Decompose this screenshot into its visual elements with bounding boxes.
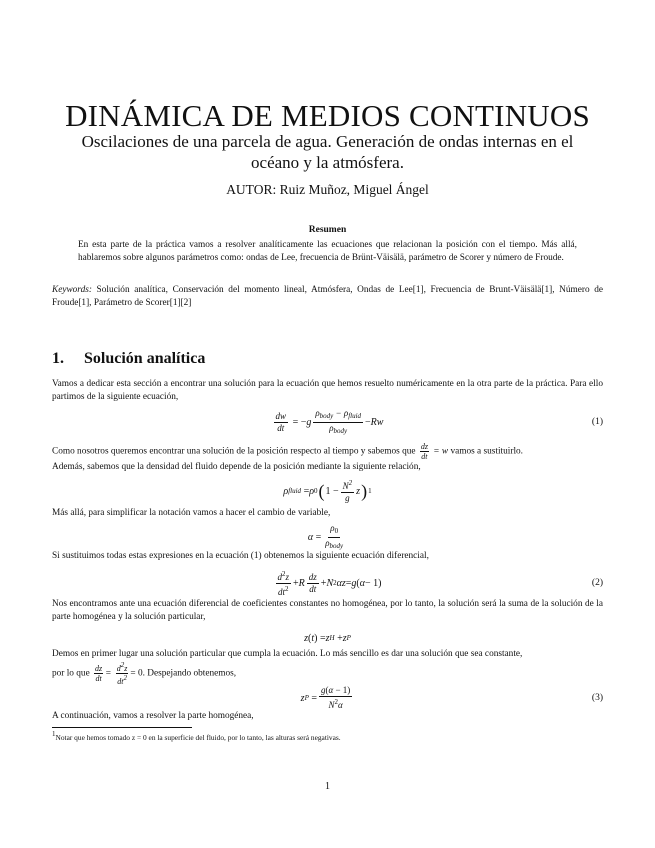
paragraph-2-end: vamos a sustituirlo. [450,446,524,457]
paragraph-2-cont: Además, sabemos que la densidad del fluido depende de la posición mediante la siguiente relación, [52,462,421,472]
paper-title: DINÁMICA DE MEDIOS CONTINUOS [65,98,590,133]
keywords [52,284,603,309]
paragraph-2-start: Como nosotros queremos encontrar una solución de la posición respecto al tiempo y sabemos que [52,446,416,457]
footnote-text: Notar que hemos tomado z = 0 en la superficie del fluido, por lo tanto, las alturas será negativas. [55,733,341,742]
paragraph-4: Si sustituimos todas estas expresiones en la ecuación (1) obtenemos la siguiente ecuación diferencial, [52,551,429,561]
footnote-marker: 1 [52,730,56,738]
equation-2: $\frac{d^2z}{dt^2}$ + R $\frac{dz}{dt}$ + N 2 αz = g ( α − 1) (2) [277,569,603,597]
section-title: Solución analítica [84,350,206,367]
keywords-text: Solución analítica, Conservación del momento lineal, Atmósfera, Ondas de Lee[1], Frecuencia de Brunt-Väisälä[1], Número de Froude[1], Parámetro de Scorer[1][2] [52,285,603,308]
equation-sum: z ( t ) = z H + z P [304,632,351,644]
paragraph-7: A continuación, vamos a resolver la parte homogénea, [52,711,254,721]
paragraph-5: Nos encontramos ante una ecuación diferencial de coeficientes constantes no homogénea, por lo tanto, la solución será la suma de la solución de la parte homogénea y la solución particular, [52,599,603,622]
section-heading [52,350,205,368]
paragraph-6-mid: por lo que [52,668,90,679]
paragraph-6-start: Demos en primer lugar una solución particular que cumpla la ecuación. Lo más sencillo es dar una solución que sea constante, [52,649,523,659]
abstract-heading: Resumen [308,225,347,235]
equation-density: ρ fluid = ρ 0 ( 1 − $\frac{N^2}{g}$ z ) 1 [283,479,372,503]
equation-number-2: (2) [591,578,603,588]
page-number: 1 [325,781,330,792]
footnote [52,730,603,742]
paragraph-6-end: . Despejando obtenemos, [142,668,237,679]
equation-alpha: α = $\frac{\rho_0}{\rho_{body}}$ [307,522,344,550]
author-line: AUTOR: Ruiz Muñoz, Miguel Ángel [226,182,429,197]
abstract-text: En esta parte de la práctica vamos a resolver analíticamente las ecuaciones que relacionan la posición con el tiempo. Más allá, hablaremos sobre algunos parámetros como: ondas de Lee, frecuencia de Brünt-Väisälä, parámetro de Scorer y número de Froude. [78,240,577,263]
equation-1: $\frac{dw}{dt}$ = − g $\frac{\rho_{body} - \rho_{fluid}}{\rho_{body}}$ − Rw (1) [275,407,603,435]
equation-3: z P = $\frac{g(\alpha - 1)}{N^2\alpha}$ (3) [300,685,603,710]
paragraph-3: Más allá, para simplificar la notación vamos a hacer el cambio de variable, [52,508,331,518]
paragraph-1: Vamos a dedicar esta sección a encontrar una solución para la ecuación que hemos resuelto numéricamente en la otra parte de la práctica. Para ello partimos de la siguiente ecuación, [52,379,603,402]
paper-subtitle: Oscilaciones de una parcela de agua. Generación de ondas internas en el océano y la atmósfera. [81,132,574,172]
footnote-rule [52,727,192,728]
section-number: 1. [52,350,64,367]
keywords-label: Keywords: [52,285,92,295]
paragraph-2: Como nosotros queremos encontrar una solución de la posición respecto al tiempo y sabemos que $\frac{dz}{dt}$ = w vamos a sustituirlo. Además, sabemos que la densidad del fluido depende de la posición mediante la siguiente relación, [52,442,524,472]
equation-number-1: (1) [591,417,603,427]
paragraph-6: Demos en primer lugar una solución particular que cumpla la ecuación. Lo más sencillo es dar una solución que sea constante, por lo que $\frac{dz}{dt}$ = $\frac{d2z}{dt2}$ = 0. Despejando obtenemos, [52,649,523,686]
equation-number-3: (3) [591,693,603,703]
